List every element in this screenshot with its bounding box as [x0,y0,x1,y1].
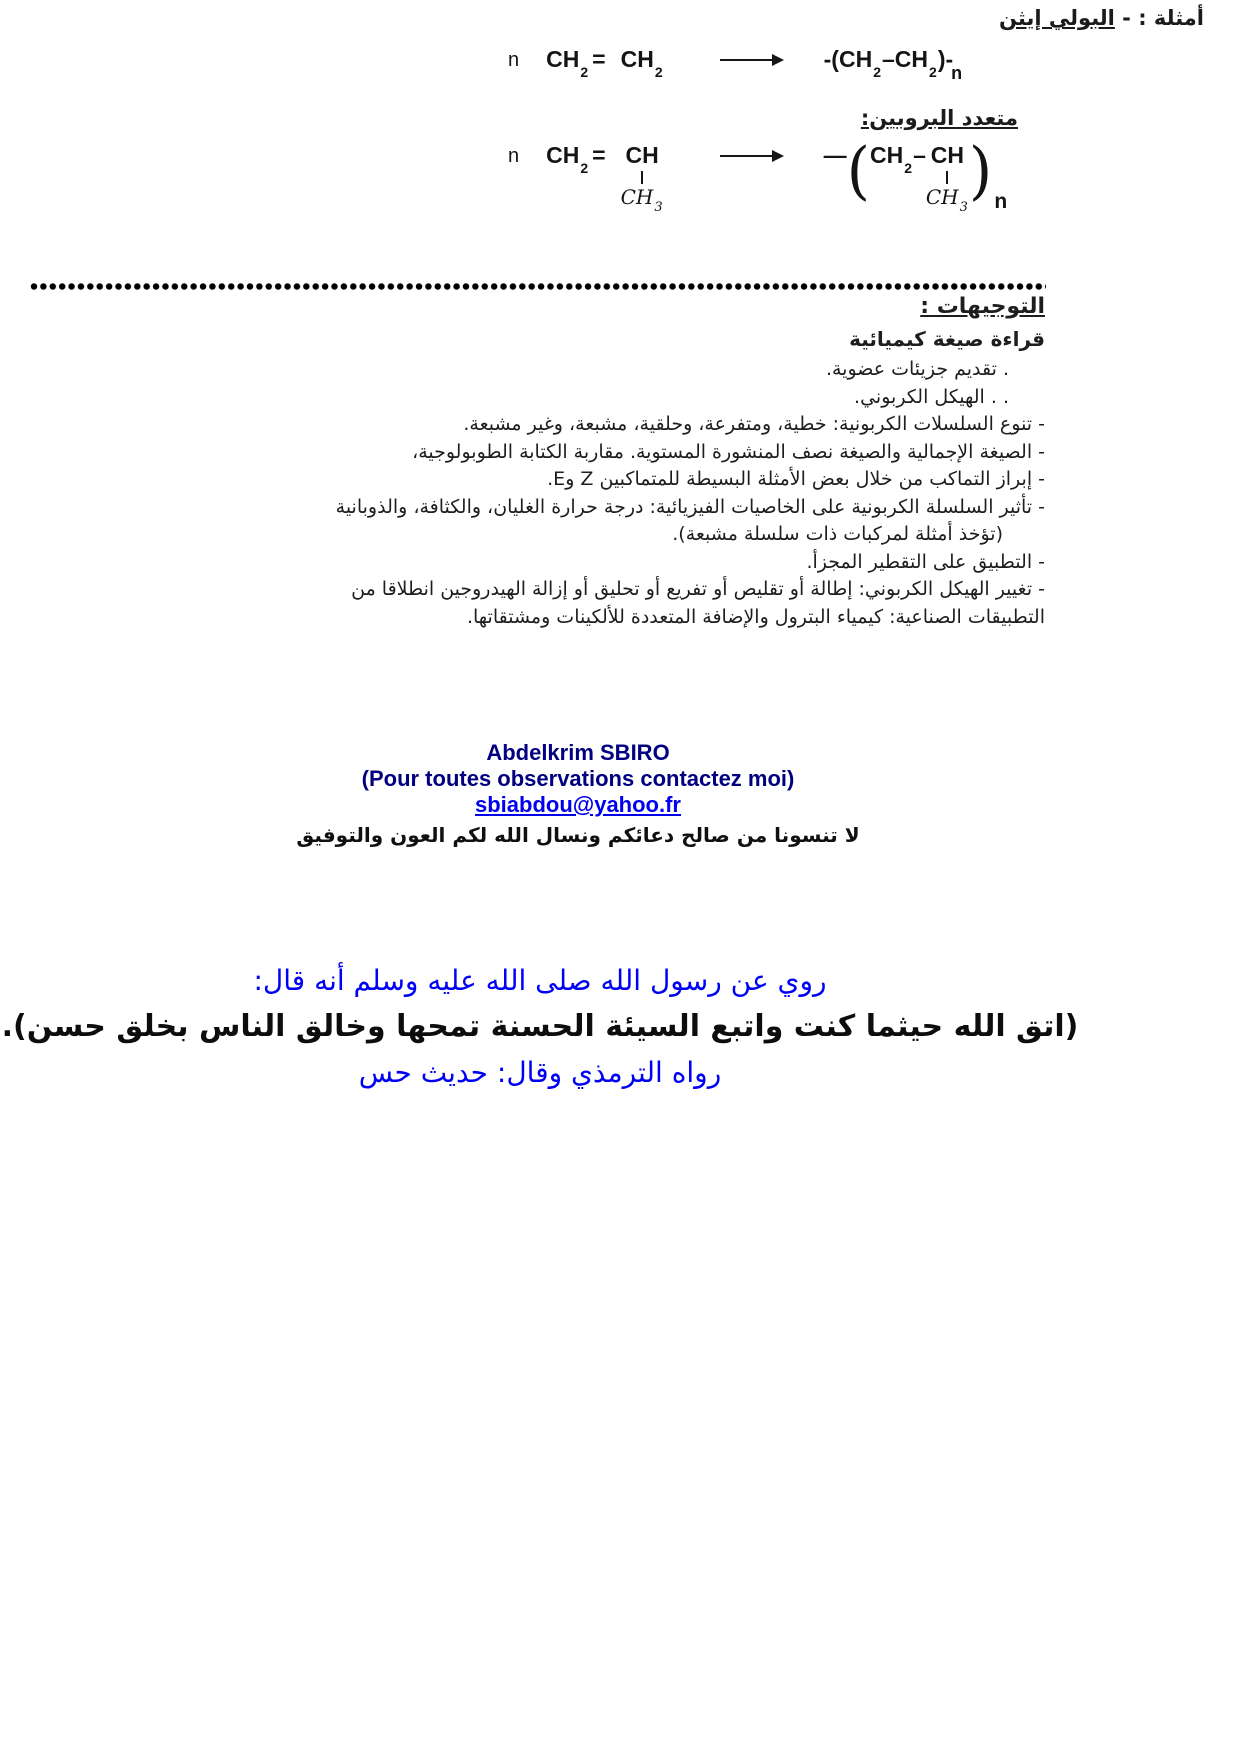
ethene-formula [546,46,664,80]
directive-line: - تأثير السلسلة الكربونية على الخاصيات الفيزيائية: درجة حرارة الغليان، والكثافة، والذوبانية [335,495,1045,518]
coefficient-n: n [508,145,520,167]
directives-subtitle: قراءة صيغة كيميائية [849,327,1045,351]
directive-line: - تنوع السلسلات الكربونية: خطية، ومتفرعة، وحلقية، مشبعة، وغير مشبعة. [463,413,1045,435]
directive-line: (تؤخذ أمثلة لمركبات ذات سلسلة مشبعة). [672,523,1003,545]
directive-line: التطبيقات الصناعية: كيمياء البترول والإضافة المتعددة للألكينات ومشتقاتها. [466,605,1045,628]
repeat-index-n: n [994,190,1008,213]
directives-section [336,294,1045,631]
hadith-text: (اتق الله حيثما كنت واتبع السيئة الحسنة تمحها وخالق الناس بخلق حسن). [1,1009,1079,1044]
ch-token: CH [625,142,659,168]
ch-branch-stack [621,142,664,213]
single-bond: – [881,46,895,72]
bond-line-icon [641,171,643,184]
ch2-token: CH [546,142,580,168]
reaction-arrow-icon [720,155,782,157]
directive-line: - إبراز التماكب من خلال بعض الأمثلة البسيطة للمتماكبين Z وE. [547,468,1045,490]
author-name: Abdelkrim SBIRO [486,740,670,765]
dotted-separator [30,281,1046,292]
email-line [0,792,1156,820]
subscript: 2 [873,63,881,80]
open-parenthesis: ( [846,134,871,208]
hadith-source: رواه الترمذي وقال: حديث حس [358,1056,722,1089]
reaction-arrow-icon [720,59,782,61]
contact-note: (Pour toutes observations contactez moi) [361,766,795,791]
polypropylene-title: متعدد البروبين: [860,106,1018,130]
repeat-index-n: n [951,63,963,83]
subscript: 2 [654,63,663,80]
subscript: 2 [580,63,589,80]
ch2-token: CH [894,46,929,72]
subscript: 2 [904,159,913,176]
subscript: 2 [580,159,589,176]
ch-branch-stack [926,142,969,213]
directive-line: . . الهيكل الكربوني. [854,385,1009,408]
double-bond: = [592,142,606,168]
chain-bond: — [823,142,847,168]
equation-polyethylene [508,46,964,83]
ch3-token: $CH_3$ [925,185,968,215]
ch2-token: CH [620,46,654,72]
hadith-block [0,958,1080,1096]
signature-block [0,740,1156,850]
double-bond: = [592,46,606,72]
polyethylene-product-formula [823,46,965,83]
ch2-token: CH [870,142,904,168]
coefficient-n: n [508,49,520,71]
examples-label: أمثلة : - [1122,6,1204,30]
ch3-token: $CH_3$ [620,185,663,215]
open-bracket: -( [823,46,839,72]
directive-line: - الصيغة الإجمالية والصيغة نصف المنشورة المستوية. مقاربة الكتابة الطوبولوجية، [412,440,1045,463]
ch2-token: CH [546,46,580,72]
ch-token: CH [930,142,964,168]
dua-line: لا تنسونا من صالح دعائكم ونسال الله لكم العون والتوفيق [296,823,860,847]
propene-formula [546,142,664,213]
close-bracket: )- [937,46,954,72]
directive-line: - تغيير الهيكل الكربوني: إطالة أو تقليص أو تفريع أو تحليق أو إزالة الهيدروجين انطلاقا من [351,578,1045,600]
directive-line: - التطبيق على التقطير المجزأ. [806,550,1045,573]
examples-heading [999,6,1204,30]
ch2-token: CH [838,46,873,72]
directives-title: التوجيهات : [920,294,1045,319]
hadith-intro: روي عن رسول الله صلى الله عليه وسلم أنه قال: [253,964,827,997]
close-parenthesis: ) [968,134,993,208]
polypropylene-product-formula [823,134,1008,215]
equation-polypropylene [508,134,1008,215]
single-bond: – [913,142,926,168]
email-link[interactable]: sbiabdou@yahoo.fr [474,792,681,817]
polyethylene-title: البولي إيثن [999,6,1115,30]
directive-line: . تقديم جزيئات عضوية. [825,358,1009,380]
subscript: 2 [929,63,937,80]
bond-line-icon [946,171,948,184]
